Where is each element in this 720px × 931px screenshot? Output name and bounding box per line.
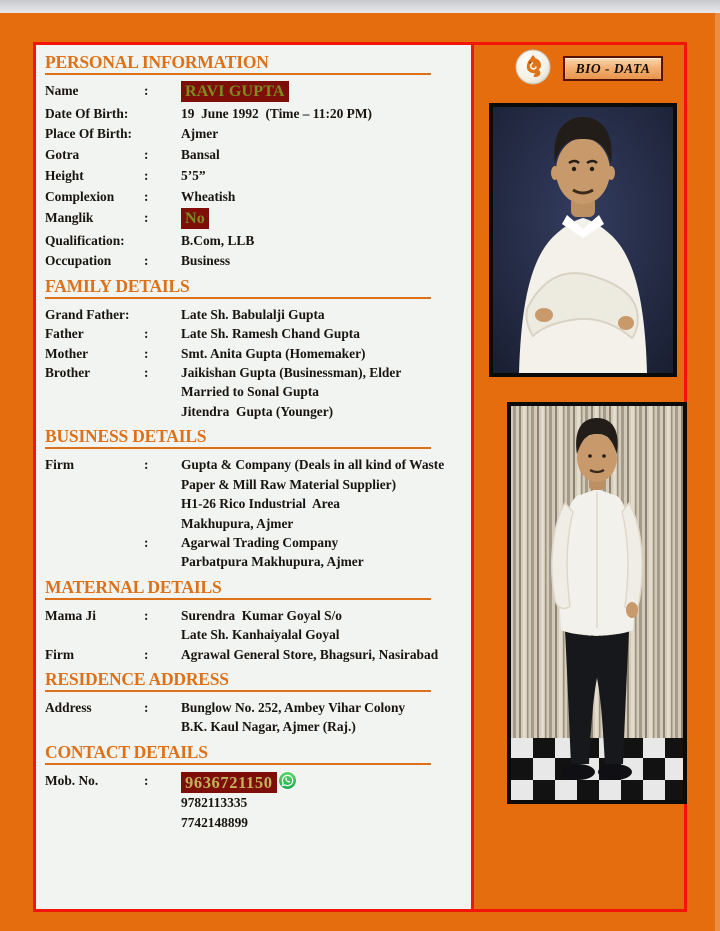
row-label: Mother <box>45 345 89 361</box>
biodata-badge-label: BIO - DATA <box>575 60 651 76</box>
row-colon <box>144 305 181 324</box>
detail-row <box>45 645 461 664</box>
value-line <box>181 124 461 143</box>
value-text: Makhupura, Ajmer <box>181 515 294 531</box>
row-value <box>181 187 461 206</box>
value-line <box>181 344 461 363</box>
row-label: Qualification: <box>45 232 125 248</box>
section-title: FAMILY DETAILS <box>45 276 431 299</box>
value-text: B.Com, LLB <box>181 232 255 248</box>
value-line <box>181 793 461 812</box>
detail-row <box>45 187 461 206</box>
value-text: Married to Sonal Gupta <box>181 384 319 400</box>
highlighted-value: No <box>181 208 209 229</box>
value-text: Ajmer <box>181 126 219 142</box>
value-line <box>181 717 461 736</box>
row-label: Mama Ji <box>45 607 96 623</box>
value-text: B.K. Kaul Nagar, Ajmer (Raj.) <box>181 719 356 735</box>
value-text: 9782113335 <box>181 795 248 811</box>
row-label: Height <box>45 168 84 184</box>
row-label: Father <box>45 326 84 342</box>
right-edge-strip <box>715 13 720 931</box>
value-line <box>181 813 461 832</box>
detail-row <box>45 771 461 832</box>
value-text: Agarwal Trading Company <box>181 534 339 550</box>
row-colon: : <box>144 699 149 715</box>
row-label: Address <box>45 699 92 715</box>
ganesh-icon <box>515 49 551 85</box>
value-line <box>181 533 461 552</box>
value-line <box>181 606 461 625</box>
row-colon: : <box>144 772 149 788</box>
row-label: Occupation <box>45 253 112 269</box>
value-text: 19 June 1992 (Time – 11:20 PM) <box>181 105 372 121</box>
detail-row <box>45 344 461 363</box>
value-line <box>181 363 461 382</box>
value-text: Surendra Kumar Goyal S/o <box>181 607 342 623</box>
row-value <box>181 324 461 343</box>
value-line <box>181 208 461 229</box>
full-body-photo <box>507 402 687 804</box>
value-line <box>181 494 461 513</box>
row-value <box>181 606 461 645</box>
row-colon: : <box>144 147 149 163</box>
row-colon: : <box>144 534 149 550</box>
section <box>45 577 461 664</box>
value-line <box>181 552 461 571</box>
highlighted-value: RAVI GUPTA <box>181 81 289 102</box>
value-line <box>181 231 461 250</box>
details-panel <box>36 45 474 909</box>
row-value <box>181 698 461 737</box>
detail-row <box>45 104 461 123</box>
row-colon: : <box>144 189 149 205</box>
row-colon: : <box>144 83 149 98</box>
row-label: Complexion <box>45 189 115 205</box>
value-line <box>181 382 461 401</box>
row-colon: : <box>144 345 149 361</box>
detail-row <box>45 208 461 229</box>
detail-row <box>45 145 461 164</box>
section <box>45 276 461 421</box>
top-grey-strip <box>0 0 720 13</box>
whatsapp-icon <box>278 771 297 790</box>
row-label: Name <box>45 83 79 98</box>
value-text: Bunglow No. 252, Ambey Vihar Colony <box>181 699 406 715</box>
value-line <box>181 645 461 664</box>
row-value <box>181 363 461 421</box>
row-value <box>181 104 461 123</box>
row-colon: : <box>144 326 149 342</box>
row-value <box>181 231 461 250</box>
value-text: Paper & Mill Raw Material Supplier) <box>181 476 397 492</box>
row-value <box>181 645 461 664</box>
value-text: Smt. Anita Gupta (Homemaker) <box>181 345 366 361</box>
value-text: Late Sh. Kanhaiyalal Goyal <box>181 627 340 643</box>
value-text: Agrawal General Store, Bhagsuri, Nasirabad <box>181 646 439 662</box>
detail-row <box>45 363 461 421</box>
value-line <box>181 104 461 123</box>
row-colon: : <box>144 607 149 623</box>
row-label: Gotra <box>45 147 80 163</box>
row-colon: : <box>144 168 149 184</box>
value-line <box>181 771 461 793</box>
value-line <box>181 455 461 474</box>
row-value <box>181 455 461 533</box>
value-text: Gupta & Company (Deals in all kind of Waste <box>181 457 445 473</box>
row-value <box>181 124 461 143</box>
value-text: Late Sh. Ramesh Chand Gupta <box>181 326 360 342</box>
detail-row <box>45 305 461 324</box>
row-label: Brother <box>45 365 91 381</box>
row-colon <box>144 104 181 123</box>
row-label: Firm <box>45 457 74 473</box>
value-line <box>181 625 461 644</box>
row-value <box>181 771 461 832</box>
value-line <box>181 251 461 270</box>
value-text: Bansal <box>181 147 220 163</box>
section-title: PERSONAL INFORMATION <box>45 52 431 75</box>
biodata-frame <box>33 42 687 912</box>
row-label: Firm <box>45 646 74 662</box>
value-line <box>181 402 461 421</box>
value-text: Jaikishan Gupta (Businessman), Elder <box>181 365 402 381</box>
row-colon <box>144 124 181 143</box>
detail-row <box>45 124 461 143</box>
row-colon <box>144 231 181 250</box>
biodata-badge <box>563 56 663 81</box>
row-colon: : <box>144 210 149 226</box>
detail-row <box>45 324 461 343</box>
row-label: Date Of Birth: <box>45 105 129 121</box>
detail-row <box>45 606 461 645</box>
value-line <box>181 187 461 206</box>
row-value <box>181 251 461 270</box>
detail-row <box>45 251 461 270</box>
detail-row <box>45 81 461 102</box>
value-line <box>181 324 461 343</box>
value-text: H1-26 Rico Industrial Area <box>181 496 340 512</box>
row-label: Place Of Birth: <box>45 126 133 142</box>
value-line <box>181 81 461 102</box>
section-title: BUSINESS DETAILS <box>45 426 431 449</box>
row-label: Grand Father: <box>45 306 130 322</box>
row-colon: : <box>144 457 149 473</box>
value-text: Jitendra Gupta (Younger) <box>181 403 334 419</box>
value-text: 5’5” <box>181 168 206 184</box>
row-label <box>45 533 144 572</box>
detail-row <box>45 698 461 737</box>
value-text: Parbatpura Makhupura, Ajmer <box>181 554 364 570</box>
value-line <box>181 514 461 533</box>
row-value <box>181 145 461 164</box>
value-line <box>181 698 461 717</box>
detail-row <box>45 231 461 250</box>
section <box>45 426 461 571</box>
row-label: Mob. No. <box>45 772 99 788</box>
row-value <box>181 533 461 572</box>
row-value <box>181 208 461 229</box>
detail-row <box>45 455 461 533</box>
value-line <box>181 305 461 324</box>
row-value <box>181 81 461 102</box>
row-colon: : <box>144 253 149 269</box>
detail-row <box>45 166 461 185</box>
value-text: Business <box>181 253 231 269</box>
portrait-photo <box>489 103 677 377</box>
highlighted-value: 9636721150 <box>181 772 277 793</box>
row-label: Manglik <box>45 210 94 226</box>
section <box>45 669 461 737</box>
section-title: RESIDENCE ADDRESS <box>45 669 431 692</box>
value-text: Wheatish <box>181 189 236 205</box>
row-value <box>181 305 461 324</box>
section-title: CONTACT DETAILS <box>45 742 431 765</box>
value-text: Late Sh. Babulalji Gupta <box>181 306 325 322</box>
row-value <box>181 166 461 185</box>
value-line <box>181 145 461 164</box>
section <box>45 52 461 271</box>
value-line <box>181 166 461 185</box>
section-title: MATERNAL DETAILS <box>45 577 431 600</box>
value-line <box>181 475 461 494</box>
section <box>45 742 461 832</box>
row-colon: : <box>144 365 149 381</box>
row-colon: : <box>144 646 149 662</box>
value-text: 7742148899 <box>181 814 248 830</box>
row-value <box>181 344 461 363</box>
detail-row <box>45 533 461 572</box>
